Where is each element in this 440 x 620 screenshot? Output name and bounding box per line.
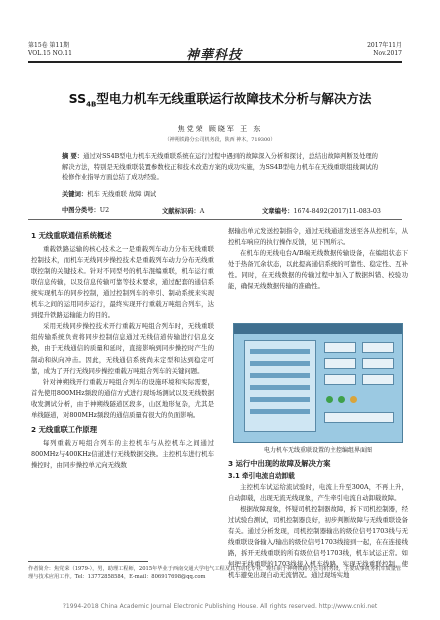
figure-row bbox=[250, 397, 310, 402]
paper-title bbox=[0, 89, 440, 109]
paragraph: 针对神朔线开行重载万吨组合列车的设施环境和实际需要，首先使用800MHz频段的通信方式进行现场场测试以及无线数据收发测试分析，由于神朔线隧道区段多，山区地形复杂，尤其是单线隧道，对800MHz频段的通信质量有很大的负面影响。 bbox=[31, 377, 214, 419]
interface-figure bbox=[233, 323, 403, 443]
figure-row bbox=[250, 385, 310, 390]
figure-button-wide bbox=[324, 412, 394, 423]
keywords-label: 关键词： bbox=[62, 191, 88, 198]
header-rule bbox=[28, 61, 402, 63]
paragraph: 每列重载万吨组合列车的主控机车与从控机车之间通过800MHz与400KHz信道进行无线数据交换。主控机车进行机车操控时，由同步操控单元向无线数 bbox=[31, 438, 214, 469]
authors: 焦党荣 顾晓军 王 东 bbox=[177, 125, 263, 133]
paragraph: 据输出单元发送控制指令，通过无线通道发送至各从控机车，从控机车响应的执行操作反馈，见下图所示。 bbox=[228, 227, 408, 247]
author-footnote: 作者简介：焦党荣（1979-），男，助理工程师，2015年毕业于西南交通大学电气工程及其自动化专业，现任职于神朔铁路分公司机务段，主要从事机务机车质量管理与技术应用工作。Tel：13772858584，E-mail：806917698@qq.com bbox=[28, 566, 402, 581]
figure-row bbox=[250, 409, 310, 414]
class-value: U2 bbox=[99, 207, 110, 214]
abstract-text: 通过对SS4B型电力机车无线重联系统在运行过程中遇到的故障深入分析和探讨，总结出故障判断及处理的解决方法，特别是无线重联装置参数校正和技术改造方案的成功实施，为SS4B型电力机车在无线重联组线调试的检修作业指导方面总结了成功经验。 bbox=[62, 153, 378, 181]
paragraph: 主控机车试运给流试验时，电流上升至300A，不再上升，自动卸载，出现无流无线现象，产生牵引电流自动卸载故障。 bbox=[228, 483, 408, 503]
figure-panel-left bbox=[244, 340, 316, 432]
keywords-text: 机车 无线重联 故障 调试 bbox=[87, 191, 157, 198]
status-led-icon bbox=[338, 396, 345, 403]
figure-row bbox=[250, 373, 310, 378]
subsection-heading: 3.1 牵引电流自动卸载 bbox=[228, 472, 295, 481]
footnote-rule bbox=[28, 561, 148, 562]
volume-cn: 第15卷 第11期 bbox=[28, 42, 70, 49]
figure-caption: 电力机车无线重联设置的主控编组界面图 bbox=[263, 447, 372, 454]
date-en: Nov.2017 bbox=[373, 50, 402, 57]
right-column-top bbox=[228, 226, 408, 292]
paragraph: 重载铁路运输的核心技术之一是重载列车动力分布无线重联控制技术，而机车无线同步操控技术是重载列车动力分布无线重联控制的关键技术。针对不同型号的机车混编重联，机车运行重联信息传输，以及信息传输可靠等技术要求，通过配套的通信系统实现机车的同步控制，通过控制列车的牵引、制动系统来实现机车之间的运用同步运行，最终实现开行重载万吨组合列车，达到提升铁路运输能力的目的。 bbox=[31, 245, 214, 320]
section-divider bbox=[28, 219, 402, 220]
title-rest: 型电力机车无线重联运行故障技术分析与解决方法 bbox=[96, 91, 372, 106]
figure-button bbox=[324, 342, 356, 353]
status-led-icon bbox=[326, 396, 333, 403]
figure-button bbox=[362, 342, 394, 353]
abstract bbox=[62, 152, 378, 184]
volume-en: VOL.15 NO.11 bbox=[28, 50, 72, 57]
figure-button bbox=[362, 358, 394, 369]
keywords bbox=[62, 190, 156, 200]
figure-row bbox=[250, 361, 310, 366]
figure-button bbox=[324, 358, 356, 369]
figure-row bbox=[250, 349, 310, 354]
doc-code bbox=[162, 206, 204, 215]
affiliation: （神朔铁路分公司机务段，陕西 神木，719300） bbox=[164, 137, 276, 143]
section-heading-2: 2 无线重联工作原理 bbox=[31, 424, 97, 434]
copyright-line: ?1994-2018 China Academic Journal Electronic Publishing House. All rights reserved. http://www.cnki.net bbox=[62, 603, 378, 610]
article-label: 文章编号： bbox=[262, 208, 294, 215]
class-number bbox=[62, 206, 109, 216]
figure-button bbox=[324, 374, 356, 385]
paragraph: 在机车的无线电台A/B端无线数据传输设备，在编组状态下处于热备冗余状态，以此提高通信系统的可靠性、稳定性、互补性。同时，在无线数据的传输过程中加入了数据纠错、校验功能，确保无线数据传输的准确性。 bbox=[228, 249, 408, 291]
title-subscript: 4B bbox=[86, 100, 97, 109]
left-column bbox=[31, 230, 214, 471]
section-heading-1: 1 无线重联通信系统概述 bbox=[31, 231, 112, 240]
journal-logo: 神華科技 bbox=[186, 48, 243, 63]
journal-volume bbox=[28, 42, 72, 58]
date-cn: 2017年11月 bbox=[367, 42, 402, 49]
right-column-bottom bbox=[228, 458, 408, 582]
doc-value: A bbox=[199, 208, 205, 215]
paragraph: 采用无线同步操控技术开行重载万吨组合列车时，无线重联组传输系统负责将同步控制信息通过无线信道传输进行信息交换，由于无线通信的质量和延时，直接影响到同步操控时产生的制动和纵向冲击。因此，无线通信系统尚未定型和达到稳定可靠，成为了开行无线同步操控重载万吨组合列车的关键问题。 bbox=[31, 322, 214, 375]
figure-titlebar bbox=[234, 324, 402, 334]
section-heading-3: 3 运行中出现的故障及解决方案 bbox=[228, 459, 331, 468]
class-label: 中图分类号： bbox=[62, 207, 100, 214]
title-prefix: SS bbox=[68, 91, 87, 106]
journal-date bbox=[367, 42, 402, 58]
article-number bbox=[262, 206, 381, 215]
figure-button bbox=[362, 374, 394, 385]
abstract-label: 摘 要： bbox=[62, 153, 84, 160]
paragraph: 根据故障现象，怀疑司机控制器故障，拆下司机控制器，经过试验台测试，司机控制器良好，初步判断故障与无线重联设备有关。通过分析发现，司机控制器输出的级位信号1703线与无线重联设备输入/输出的级位信号1703线接到一起，在在连接线路，拆开无线重联的所有级位信号1703线，机车试运正常。如何把无线重联的1703线接入机车线路，实现无线重联控制，使机车避免出现自动无流情况。通过现场实地 bbox=[228, 505, 408, 580]
doc-label: 文献标识码： bbox=[162, 208, 200, 215]
article-value: 1674-8492(2017)11-083-03 bbox=[293, 208, 381, 215]
status-led-icon bbox=[350, 396, 357, 403]
